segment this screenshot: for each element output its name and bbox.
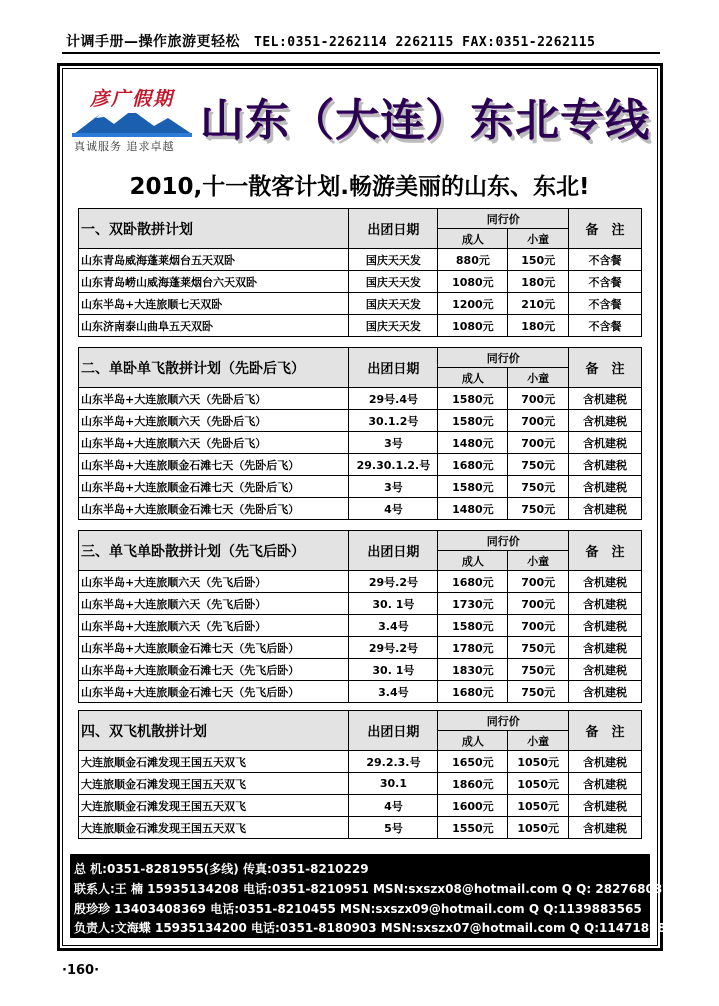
table-row — [79, 751, 642, 773]
adult-price: 1080元 — [438, 315, 508, 337]
table-row — [79, 454, 642, 476]
child-price: 750元 — [508, 681, 569, 703]
note-header: 备 注 — [569, 531, 642, 571]
child-price: 1050元 — [508, 817, 569, 839]
adult-price: 1580元 — [438, 615, 508, 637]
section-table — [78, 208, 642, 337]
route-name: 大连旅顺金石滩发现王国五天双飞 — [79, 817, 349, 839]
adult-price: 1600元 — [438, 795, 508, 817]
child-price: 210元 — [508, 293, 569, 315]
child-price: 1050元 — [508, 751, 569, 773]
table-row — [79, 388, 642, 410]
page-header — [66, 31, 656, 51]
adult-price: 1480元 — [438, 432, 508, 454]
remark: 含机建税 — [569, 615, 642, 637]
table-row — [79, 773, 642, 795]
remark: 含机建税 — [569, 751, 642, 773]
child-price: 700元 — [508, 593, 569, 615]
child-price: 700元 — [508, 388, 569, 410]
remark: 含机建税 — [569, 498, 642, 520]
remark: 含机建税 — [569, 410, 642, 432]
departure-date: 3.4号 — [349, 681, 438, 703]
route-name: 山东青岛威海蓬莱烟台五天双卧 — [79, 249, 349, 271]
adult-header: 成人 — [438, 229, 508, 249]
section-table — [78, 710, 642, 839]
route-name: 山东半岛+大连旅顺六天（先飞后卧） — [79, 571, 349, 593]
departure-date: 国庆天天发 — [349, 293, 438, 315]
table-row — [79, 795, 642, 817]
child-price: 750元 — [508, 498, 569, 520]
adult-price: 1680元 — [438, 681, 508, 703]
departure-date: 29号.2号 — [349, 571, 438, 593]
adult-price: 1580元 — [438, 410, 508, 432]
adult-price: 1830元 — [438, 659, 508, 681]
table-row — [79, 659, 642, 681]
departure-date: 30. 1号 — [349, 659, 438, 681]
remark: 不含餐 — [569, 271, 642, 293]
section-title: 三、单飞单卧散拼计划（先飞后卧） — [79, 531, 349, 571]
route-name: 山东半岛+大连旅顺金石滩七天（先飞后卧） — [79, 681, 349, 703]
adult-header: 成人 — [438, 368, 508, 388]
remark: 含机建税 — [569, 637, 642, 659]
departure-date: 3号 — [349, 432, 438, 454]
child-header: 小童 — [508, 368, 569, 388]
remark: 不含餐 — [569, 293, 642, 315]
departure-date: 29.30.1.2.号 — [349, 454, 438, 476]
adult-price: 1580元 — [438, 476, 508, 498]
contact-line-yin: 殷珍珍 13403408369 电话:0351-8210455 MSN:sxszx09@hotmail.com Q Q:1139883565 — [74, 902, 642, 916]
remark: 含机建税 — [569, 432, 642, 454]
route-name: 山东青岛崂山威海蓬莱烟台六天双卧 — [79, 271, 349, 293]
child-header: 小童 — [508, 229, 569, 249]
departure-date: 国庆天天发 — [349, 315, 438, 337]
departure-date: 29号.2号 — [349, 637, 438, 659]
child-price: 180元 — [508, 271, 569, 293]
route-name: 大连旅顺金石滩发现王国五天双飞 — [79, 773, 349, 795]
section-title: 二、单卧单飞散拼计划（先卧后飞） — [79, 348, 349, 388]
remark: 含机建税 — [569, 659, 642, 681]
adult-price: 1550元 — [438, 817, 508, 839]
remark: 含机建税 — [569, 681, 642, 703]
departure-date: 3.4号 — [349, 615, 438, 637]
price-header: 同行价 — [438, 531, 569, 551]
remark: 含机建税 — [569, 773, 642, 795]
remark: 含机建税 — [569, 593, 642, 615]
note-header: 备 注 — [569, 209, 642, 249]
child-header: 小童 — [508, 731, 569, 751]
remark: 含机建税 — [569, 454, 642, 476]
departure-date: 国庆天天发 — [349, 249, 438, 271]
section-table — [78, 530, 642, 703]
departure-date: 30. 1号 — [349, 593, 438, 615]
remark: 含机建税 — [569, 388, 642, 410]
banner-title: 山东（大连）东北专线 — [200, 95, 650, 146]
section-title: 四、双飞机散拼计划 — [79, 711, 349, 751]
route-name: 大连旅顺金石滩发现王国五天双飞 — [79, 751, 349, 773]
table-row — [79, 315, 642, 337]
table-row — [79, 271, 642, 293]
page-number: ·160· — [62, 963, 100, 978]
remark: 不含餐 — [569, 249, 642, 271]
headline: 2010,十一散客计划.畅游美丽的山东、东北! — [129, 174, 590, 200]
departure-date: 国庆天天发 — [349, 271, 438, 293]
route-name: 山东半岛+大连旅顺六天（先卧后飞） — [79, 432, 349, 454]
table-row — [79, 817, 642, 839]
remark: 含机建税 — [569, 476, 642, 498]
remark: 含机建税 — [569, 795, 642, 817]
contact-panel — [70, 854, 683, 938]
adult-price: 1860元 — [438, 773, 508, 795]
child-price: 750元 — [508, 476, 569, 498]
table-row — [79, 432, 642, 454]
child-price: 150元 — [508, 249, 569, 271]
adult-header: 成人 — [438, 731, 508, 751]
route-name: 山东半岛+大连旅顺六天（先卧后飞） — [79, 410, 349, 432]
date-header: 出团日期 — [349, 209, 438, 249]
date-header: 出团日期 — [349, 711, 438, 751]
logo-slogan: 真诚服务 追求卓越 — [74, 140, 175, 153]
route-name: 山东半岛+大连旅顺金石滩七天（先卧后飞） — [79, 476, 349, 498]
table-row — [79, 615, 642, 637]
remark: 不含餐 — [569, 315, 642, 337]
adult-price: 1780元 — [438, 637, 508, 659]
header-rule — [62, 52, 660, 54]
company-logo — [70, 84, 196, 154]
header-title: 计调手册—操作旅游更轻松 — [66, 34, 240, 50]
adult-price: 1730元 — [438, 593, 508, 615]
child-price: 1050元 — [508, 773, 569, 795]
route-name: 山东半岛+大连旅顺金石滩七天（先卧后飞） — [79, 454, 349, 476]
adult-price: 1680元 — [438, 571, 508, 593]
child-price: 1050元 — [508, 795, 569, 817]
note-header: 备 注 — [569, 348, 642, 388]
table-row — [79, 410, 642, 432]
header-phone: TEL:0351-2262114 2262115 FAX:0351-2262115 — [254, 35, 596, 50]
child-price: 700元 — [508, 615, 569, 637]
adult-header: 成人 — [438, 551, 508, 571]
departure-date: 30.1 — [349, 773, 438, 795]
departure-date: 4号 — [349, 498, 438, 520]
note-header: 备 注 — [569, 711, 642, 751]
price-header: 同行价 — [438, 711, 569, 731]
table-row — [79, 637, 642, 659]
adult-price: 1200元 — [438, 293, 508, 315]
route-name: 大连旅顺金石滩发现王国五天双飞 — [79, 795, 349, 817]
departure-date: 29号.4号 — [349, 388, 438, 410]
table-row — [79, 293, 642, 315]
child-price: 750元 — [508, 659, 569, 681]
date-header: 出团日期 — [349, 531, 438, 571]
route-name: 山东半岛+大连旅顺金石滩七天（先飞后卧） — [79, 659, 349, 681]
contact-line-wang: 联系人:王 楠 15935134208 电话:0351-8210951 MSN:sxszx08@hotmail.com Q Q: 282768087 — [74, 882, 671, 896]
remark: 含机建税 — [569, 571, 642, 593]
child-price: 700元 — [508, 410, 569, 432]
adult-price: 1080元 — [438, 271, 508, 293]
departure-date: 29.2.3.号 — [349, 751, 438, 773]
route-name: 山东半岛+大连旅顺金石滩七天（先卧后飞） — [79, 498, 349, 520]
table-row — [79, 681, 642, 703]
child-price: 750元 — [508, 454, 569, 476]
table-row — [79, 593, 642, 615]
route-name: 山东半岛+大连旅顺金石滩七天（先飞后卧） — [79, 637, 349, 659]
child-price: 750元 — [508, 637, 569, 659]
table-row — [79, 498, 642, 520]
route-name: 山东济南泰山曲阜五天双卧 — [79, 315, 349, 337]
mountain-icon — [70, 106, 196, 138]
adult-price: 880元 — [438, 249, 508, 271]
price-header: 同行价 — [438, 209, 569, 229]
route-name: 山东半岛+大连旅顺六天（先飞后卧） — [79, 593, 349, 615]
departure-date: 5号 — [349, 817, 438, 839]
departure-date: 4号 — [349, 795, 438, 817]
child-price: 700元 — [508, 571, 569, 593]
contact-line-main: 总 机:0351-8281955(多线) 传真:0351-8210229 — [74, 862, 369, 876]
route-name: 山东半岛+大连旅顺六天（先卧后飞） — [79, 388, 349, 410]
date-header: 出团日期 — [349, 348, 438, 388]
child-price: 180元 — [508, 315, 569, 337]
child-header: 小童 — [508, 551, 569, 571]
route-name: 山东半岛+大连旅顺六天（先飞后卧） — [79, 615, 349, 637]
remark: 含机建税 — [569, 817, 642, 839]
table-row — [79, 571, 642, 593]
adult-price: 1650元 — [438, 751, 508, 773]
adult-price: 1680元 — [438, 454, 508, 476]
route-name: 山东半岛+大连旅顺七天双卧 — [79, 293, 349, 315]
table-row — [79, 476, 642, 498]
contact-line-wen: 负责人:文海蝶 15935134200 电话:0351-8180903 MSN:sxszx07@hotmail.com Q Q:1147189822 — [74, 921, 683, 935]
departure-date: 30.1.2号 — [349, 410, 438, 432]
price-header: 同行价 — [438, 348, 569, 368]
adult-price: 1580元 — [438, 388, 508, 410]
departure-date: 3号 — [349, 476, 438, 498]
logo-name: 彦广假期 — [90, 88, 175, 110]
adult-price: 1480元 — [438, 498, 508, 520]
table-row — [79, 249, 642, 271]
section-title: 一、双卧散拼计划 — [79, 209, 349, 249]
section-table — [78, 347, 642, 520]
child-price: 700元 — [508, 432, 569, 454]
